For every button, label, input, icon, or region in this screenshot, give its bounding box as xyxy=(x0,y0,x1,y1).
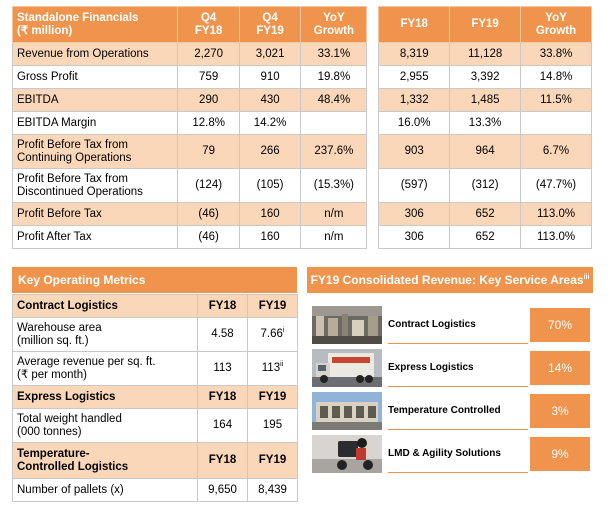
cell-yoy2: (47.7%) xyxy=(521,169,592,203)
metrics-col-fy18: FY18 xyxy=(198,295,248,318)
financials-row xyxy=(13,135,592,169)
metrics-col-fy18: FY18 xyxy=(198,443,248,479)
truck-photo xyxy=(312,349,382,387)
metric-fy18: 113 xyxy=(198,352,248,386)
revenue-item-label: Express Logistics xyxy=(388,362,474,373)
column-gap xyxy=(367,112,379,135)
cell-yoy2: 33.8% xyxy=(521,43,592,66)
metrics-section-name: Contract Logistics xyxy=(13,295,198,318)
cell-yoy2: 113.0% xyxy=(521,226,592,249)
col-header-fy19: FY19 xyxy=(450,7,521,43)
revenue-item xyxy=(312,306,592,344)
key-operating-metrics-title: Key Operating Metrics xyxy=(12,267,297,293)
cell-fy19: 652 xyxy=(450,226,521,249)
metrics-row xyxy=(13,479,298,502)
metrics-col-fy19: FY19 xyxy=(248,386,298,409)
col-header-yoy-year: YoY Growth xyxy=(521,7,592,43)
column-gap xyxy=(367,169,379,203)
revenue-panel-title-text: FY19 Consolidated Revenue: Key Service Areas xyxy=(310,273,584,287)
cell-yoy1: 48.4% xyxy=(301,89,367,112)
cell-q4fy19: (105) xyxy=(239,169,300,203)
cell-q4fy19: 430 xyxy=(239,89,300,112)
cell-q4fy19: 910 xyxy=(239,66,300,89)
revenue-item xyxy=(312,392,592,430)
revenue-item-percent: 14% xyxy=(530,351,590,385)
financials-row xyxy=(13,43,592,66)
revenue-item-underline xyxy=(388,429,528,430)
col-header-q4fy19: Q4 FY19 xyxy=(239,7,300,43)
financials-row xyxy=(13,203,592,226)
cell-q4fy18: 2,270 xyxy=(178,43,239,66)
cell-fy19: 13.3% xyxy=(450,112,521,135)
cell-yoy1: 33.1% xyxy=(301,43,367,66)
cell-yoy1: 237.6% xyxy=(301,135,367,169)
metrics-row xyxy=(13,318,298,352)
metrics-col-fy19: FY19 xyxy=(248,295,298,318)
revenue-item xyxy=(312,435,592,473)
cell-yoy1: (15.3%) xyxy=(301,169,367,203)
financials-header-row xyxy=(13,7,592,43)
metric-label: Number of pallets (x) xyxy=(13,479,198,502)
cell-q4fy19: 160 xyxy=(239,226,300,249)
row-label: Revenue from Operations xyxy=(13,43,178,66)
revenue-item-label: Temperature Controlled xyxy=(388,405,501,416)
financials-row xyxy=(13,66,592,89)
revenue-item-label: LMD & Agility Solutions xyxy=(388,448,501,459)
metrics-row xyxy=(13,352,298,386)
column-gap xyxy=(367,43,379,66)
metric-fy19: 7.66$^i$ xyxy=(248,318,298,352)
metrics-section-name: Express Logistics xyxy=(13,386,198,409)
cell-q4fy19: 3,021 xyxy=(239,43,300,66)
cell-fy19: 1,485 xyxy=(450,89,521,112)
cell-fy19: 3,392 xyxy=(450,66,521,89)
cell-yoy2: 113.0% xyxy=(521,203,592,226)
financials-title: Standalone Financials (₹ million) xyxy=(13,7,178,43)
row-label: EBITDA Margin xyxy=(13,112,178,135)
metric-fy18: 164 xyxy=(198,409,248,443)
metric-label: Warehouse area (million sq. ft.) xyxy=(13,318,198,352)
footnote-marker: ii xyxy=(280,361,284,369)
column-gap xyxy=(367,203,379,226)
cell-fy19: 652 xyxy=(450,203,521,226)
revenue-item-label: Contract Logistics xyxy=(388,319,476,330)
revenue-item-percent: 70% xyxy=(530,308,590,342)
cell-q4fy18: 290 xyxy=(178,89,239,112)
column-gap xyxy=(367,66,379,89)
row-label: Profit Before Tax from Continuing Operations xyxy=(13,135,178,169)
cell-q4fy18: (46) xyxy=(178,226,239,249)
cell-q4fy19: 160 xyxy=(239,203,300,226)
delivery-rider-photo xyxy=(312,435,382,473)
cell-q4fy19: 266 xyxy=(239,135,300,169)
cell-fy18: 903 xyxy=(379,135,450,169)
row-label: Profit After Tax xyxy=(13,226,178,249)
metrics-col-fy18: FY18 xyxy=(198,386,248,409)
cell-fy18: 2,955 xyxy=(379,66,450,89)
row-label: Profit Before Tax xyxy=(13,203,178,226)
cell-fy19: 11,128 xyxy=(450,43,521,66)
metric-fy19: 195 xyxy=(248,409,298,443)
metric-label: Total weight handled (000 tonnes) xyxy=(13,409,198,443)
metrics-section-row xyxy=(13,386,298,409)
financials-row xyxy=(13,112,592,135)
cell-q4fy18: 79 xyxy=(178,135,239,169)
cell-yoy2: 14.8% xyxy=(521,66,592,89)
metric-fy18: 4.58 xyxy=(198,318,248,352)
financials-row xyxy=(13,226,592,249)
revenue-item-percent: 9% xyxy=(530,437,590,471)
cell-q4fy18: 12.8% xyxy=(178,112,239,135)
cell-q4fy18: (46) xyxy=(178,203,239,226)
cell-fy18: 16.0% xyxy=(379,112,450,135)
cold-storage-photo xyxy=(312,392,382,430)
row-label: EBITDA xyxy=(13,89,178,112)
revenue-item-underline xyxy=(388,386,528,387)
metrics-section-name: Temperature- Controlled Logistics xyxy=(13,443,198,479)
cell-yoy1 xyxy=(301,112,367,135)
cell-fy18: 306 xyxy=(379,203,450,226)
cell-q4fy18: 759 xyxy=(178,66,239,89)
financials-row xyxy=(13,89,592,112)
col-header-q4fy18: Q4 FY18 xyxy=(178,7,239,43)
cell-fy18: 306 xyxy=(379,226,450,249)
revenue-item xyxy=(312,349,592,387)
cell-yoy2: 11.5% xyxy=(521,89,592,112)
cell-fy19: 964 xyxy=(450,135,521,169)
metric-fy18: 9,650 xyxy=(198,479,248,502)
col-header-yoy-quarter: YoY Growth xyxy=(301,7,367,43)
revenue-title-note: iii xyxy=(583,274,590,281)
revenue-item-underline xyxy=(388,343,528,344)
revenue-item-underline xyxy=(388,472,528,473)
cell-fy18: 8,319 xyxy=(379,43,450,66)
warehouse-photo xyxy=(312,306,382,344)
metrics-col-fy19: FY19 xyxy=(248,443,298,479)
cell-q4fy19: 14.2% xyxy=(239,112,300,135)
metric-fy19: 113$^{ii}$ xyxy=(248,352,298,386)
cell-fy19: (312) xyxy=(450,169,521,203)
cell-q4fy18: (124) xyxy=(178,169,239,203)
cell-yoy2 xyxy=(521,112,592,135)
revenue-panel-title xyxy=(307,267,593,293)
column-gap xyxy=(367,89,379,112)
col-header-fy18: FY18 xyxy=(379,7,450,43)
cell-yoy1: n/m xyxy=(301,226,367,249)
column-gap xyxy=(367,7,379,43)
row-label: Profit Before Tax from Discontinued Operations xyxy=(13,169,178,203)
cell-fy18: 1,332 xyxy=(379,89,450,112)
metrics-row xyxy=(13,409,298,443)
metrics-section-row xyxy=(13,295,298,318)
footnote-marker: i xyxy=(282,327,285,335)
cell-yoy1: 19.8% xyxy=(301,66,367,89)
metric-fy19: 8,439 xyxy=(248,479,298,502)
revenue-item-percent: 3% xyxy=(530,394,590,428)
standalone-financials-table xyxy=(12,6,592,249)
cell-yoy2: 6.7% xyxy=(521,135,592,169)
cell-yoy1: n/m xyxy=(301,203,367,226)
financials-row xyxy=(13,169,592,203)
key-operating-metrics-table xyxy=(12,294,298,502)
metrics-section-row xyxy=(13,443,298,479)
column-gap xyxy=(367,226,379,249)
metric-label: Average revenue per sq. ft. (₹ per month) xyxy=(13,352,198,386)
column-gap xyxy=(367,135,379,169)
cell-fy18: (597) xyxy=(379,169,450,203)
row-label: Gross Profit xyxy=(13,66,178,89)
